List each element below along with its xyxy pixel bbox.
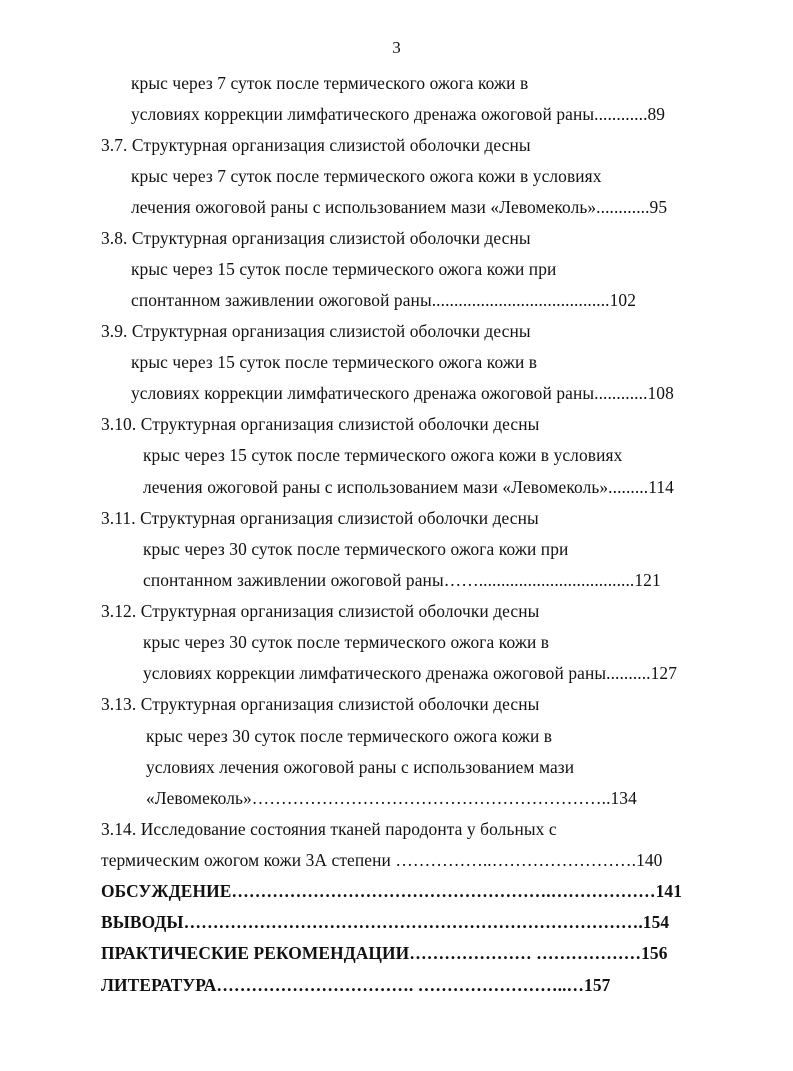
toc-line: 3.11. Структурная организация слизистой оболочки десны bbox=[101, 508, 539, 528]
toc-line: спонтанном заживлении ожоговой раны……...................................121 bbox=[143, 570, 661, 590]
toc-line: крыс через 7 суток после термического ожога кожи в условиях bbox=[131, 166, 602, 186]
toc-line: 3.12. Структурная организация слизистой оболочки десны bbox=[101, 601, 540, 621]
toc-line: крыс через 30 суток после термического ожога кожи в bbox=[146, 726, 553, 746]
toc-line: лечения ожоговой раны с использованием мази «Левомеколь»............95 bbox=[131, 197, 668, 217]
toc-line-conclusions: ВЫВОДЫ…………………………………………………………………….154 bbox=[101, 912, 670, 932]
toc-line: 3.9. Структурная организация слизистой оболочки десны bbox=[101, 321, 531, 341]
toc-line: условиях лечения ожоговой раны с использованием мази bbox=[146, 757, 575, 777]
toc-line: 3.7. Структурная организация слизистой оболочки десны bbox=[101, 135, 531, 155]
toc-line: лечения ожоговой раны с использованием мази «Левомеколь».........114 bbox=[143, 477, 674, 497]
toc-line: спонтанном заживлении ожоговой раны........................................102 bbox=[131, 290, 637, 310]
toc-line: крыс через 30 суток после термического ожога кожи в bbox=[143, 632, 550, 652]
toc-line: 3.13. Структурная организация слизистой оболочки десны bbox=[101, 694, 540, 714]
page-number: 3 bbox=[392, 38, 401, 57]
toc-line-literature: ЛИТЕРАТУРА……………………………. ……………………..…157 bbox=[101, 975, 611, 995]
toc-line: 3.10. Структурная организация слизистой оболочки десны bbox=[101, 414, 540, 434]
toc-line-discussion: ОБСУЖДЕНИЕ……………………………………………….………………141 bbox=[101, 881, 683, 901]
toc-line: крыс через 15 суток после термического ожога кожи в условиях bbox=[143, 445, 623, 465]
toc-line: крыс через 15 суток после термического ожога кожи при bbox=[131, 259, 557, 279]
toc-line: «Левомеколь»……………………………………………………..134 bbox=[146, 788, 637, 808]
toc-line: условиях коррекции лимфатического дренажа ожоговой раны..........127 bbox=[143, 663, 678, 683]
toc-line: условиях коррекции лимфатического дренажа ожоговой раны............89 bbox=[131, 104, 666, 124]
toc-line: 3.8. Структурная организация слизистой оболочки десны bbox=[101, 228, 531, 248]
toc-line: крыс через 30 суток после термического ожога кожи при bbox=[143, 539, 569, 559]
toc-line: условиях коррекции лимфатического дренажа ожоговой раны............108 bbox=[131, 383, 674, 403]
toc-line-recommendations: ПРАКТИЧЕСКИЕ РЕКОМЕНДАЦИИ………………… ………………156 bbox=[101, 943, 668, 963]
toc-line: 3.14. Исследование состояния тканей пародонта у больных с bbox=[101, 819, 557, 839]
toc-line: термическим ожогом кожи 3А степени ……………..…………………….140 bbox=[101, 850, 663, 870]
toc-line: крыс через 7 суток после термического ожога кожи в bbox=[131, 73, 529, 93]
toc-line: крыс через 15 суток после термического ожога кожи в bbox=[131, 352, 538, 372]
